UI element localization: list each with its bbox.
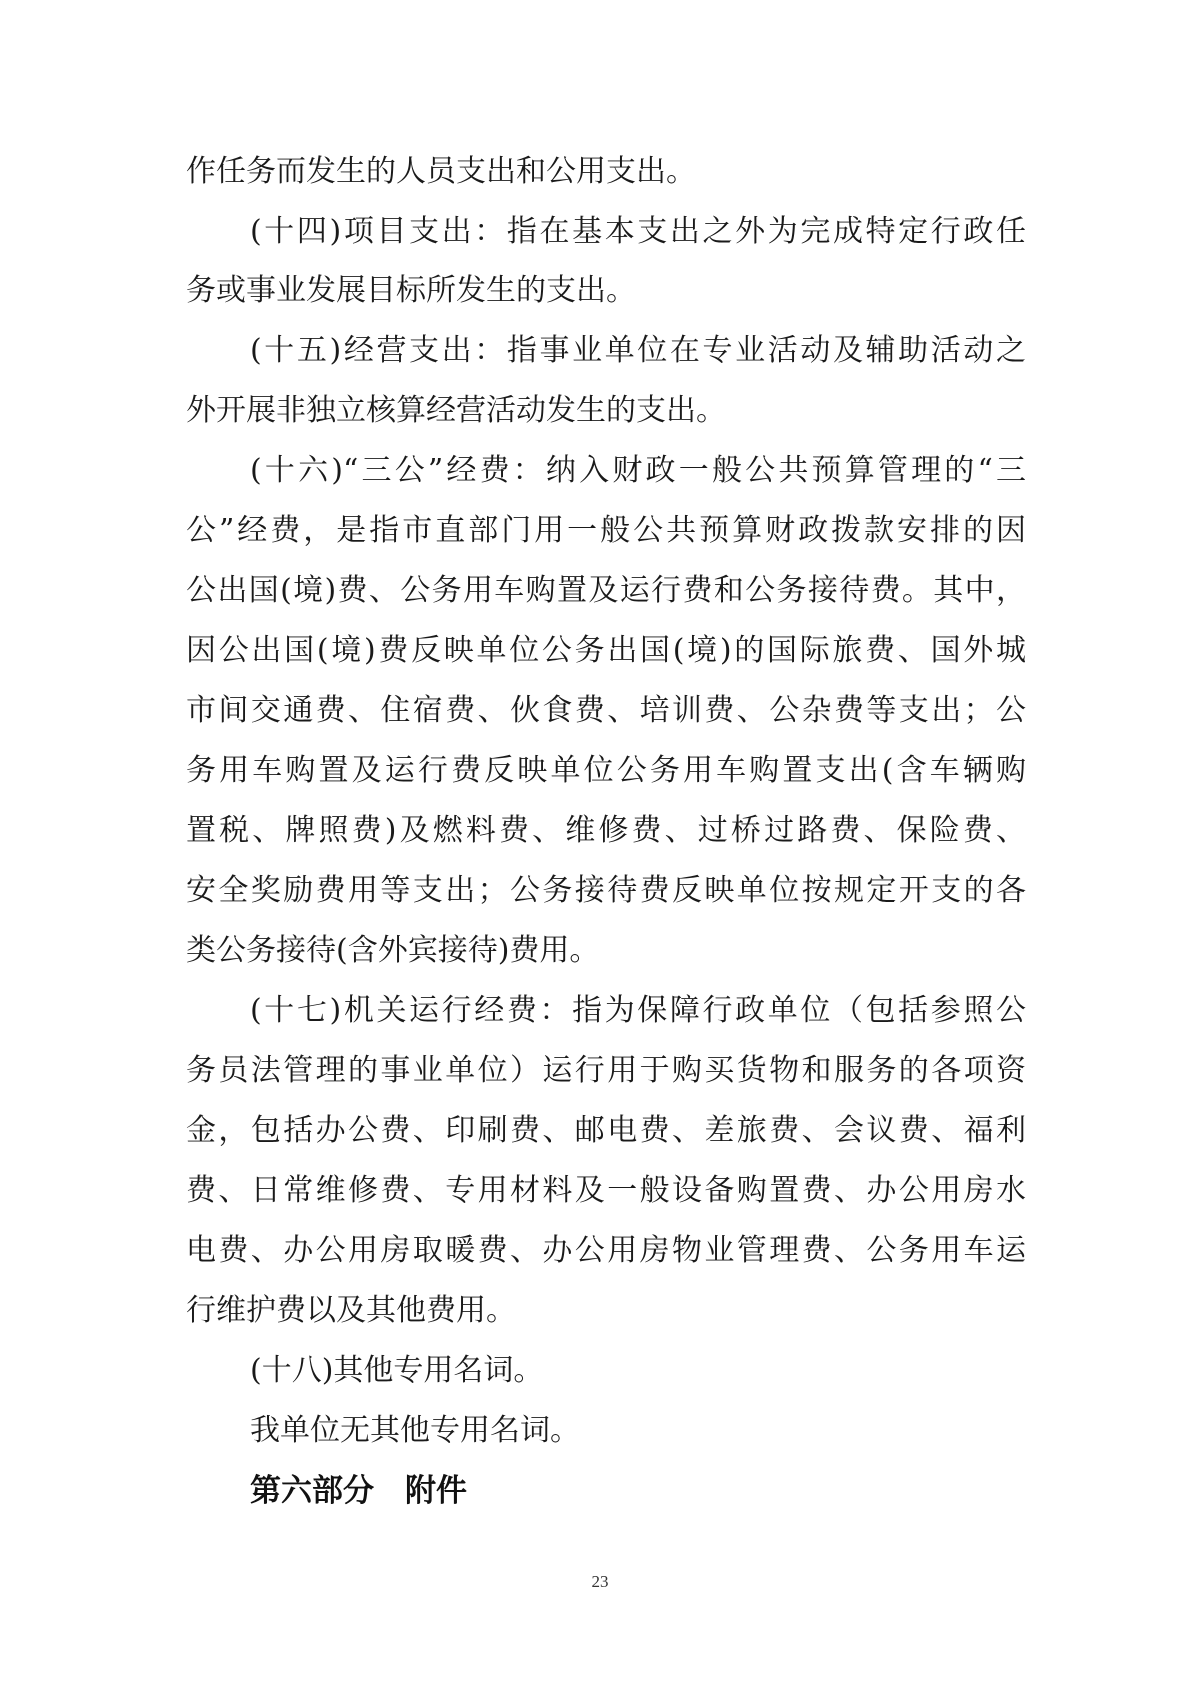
text-line: 务用车购置及运行费反映单位公务用车购置支出(含车辆购 bbox=[186, 753, 1026, 788]
text-line: 安全奖励费用等支出；公务接待费反映单位按规定开支的各 bbox=[186, 873, 1026, 908]
text-line: 务或事业发展目标所发生的支出。 bbox=[186, 273, 636, 308]
section-heading: 第六部分 附件 bbox=[250, 1473, 467, 1509]
text-line: 务员法管理的事业单位）运行用于购买货物和服务的各项资 bbox=[186, 1053, 1026, 1088]
text-line: 因公出国(境)费反映单位公务出国(境)的国际旅费、国外城 bbox=[186, 633, 1026, 668]
text-line: 公”经费，是指市直部门用一般公共预算财政拨款安排的因 bbox=[186, 513, 1026, 548]
text-line: (十七)机关运行经费：指为保障行政单位（包括参照公 bbox=[250, 993, 1026, 1028]
text-line: 市间交通费、住宿费、伙食费、培训费、公杂费等支出；公 bbox=[186, 693, 1026, 728]
text-line: (十四)项目支出：指在基本支出之外为完成特定行政任 bbox=[250, 214, 1026, 249]
text-line: 外开展非独立核算经营活动发生的支出。 bbox=[186, 393, 726, 428]
text-line: (十六)“三公”经费：纳入财政一般公共预算管理的“三 bbox=[250, 453, 1026, 488]
text-line: 行维护费以及其他费用。 bbox=[186, 1293, 516, 1328]
text-line: (十五)经营支出：指事业单位在专业活动及辅助活动之 bbox=[250, 333, 1026, 368]
text-line: 置税、牌照费)及燃料费、维修费、过桥过路费、保险费、 bbox=[186, 813, 1026, 848]
text-line: (十八)其他专用名词。 bbox=[250, 1353, 544, 1388]
text-line: 费、日常维修费、专用材料及一般设备购置费、办公用房水 bbox=[186, 1173, 1026, 1208]
text-line: 类公务接待(含外宾接待)费用。 bbox=[186, 933, 600, 968]
text-line: 作任务而发生的人员支出和公用支出。 bbox=[186, 154, 696, 189]
page-number: 23 bbox=[591, 1572, 609, 1591]
text-line: 金，包括办公费、印刷费、邮电费、差旅费、会议费、福利 bbox=[186, 1113, 1026, 1148]
text-line: 公出国(境)费、公务用车购置及运行费和公务接待费。其中， bbox=[186, 573, 1026, 608]
text-line: 我单位无其他专用名词。 bbox=[250, 1413, 580, 1448]
text-line: 电费、办公用房取暖费、办公用房物业管理费、公务用车运 bbox=[186, 1233, 1026, 1268]
